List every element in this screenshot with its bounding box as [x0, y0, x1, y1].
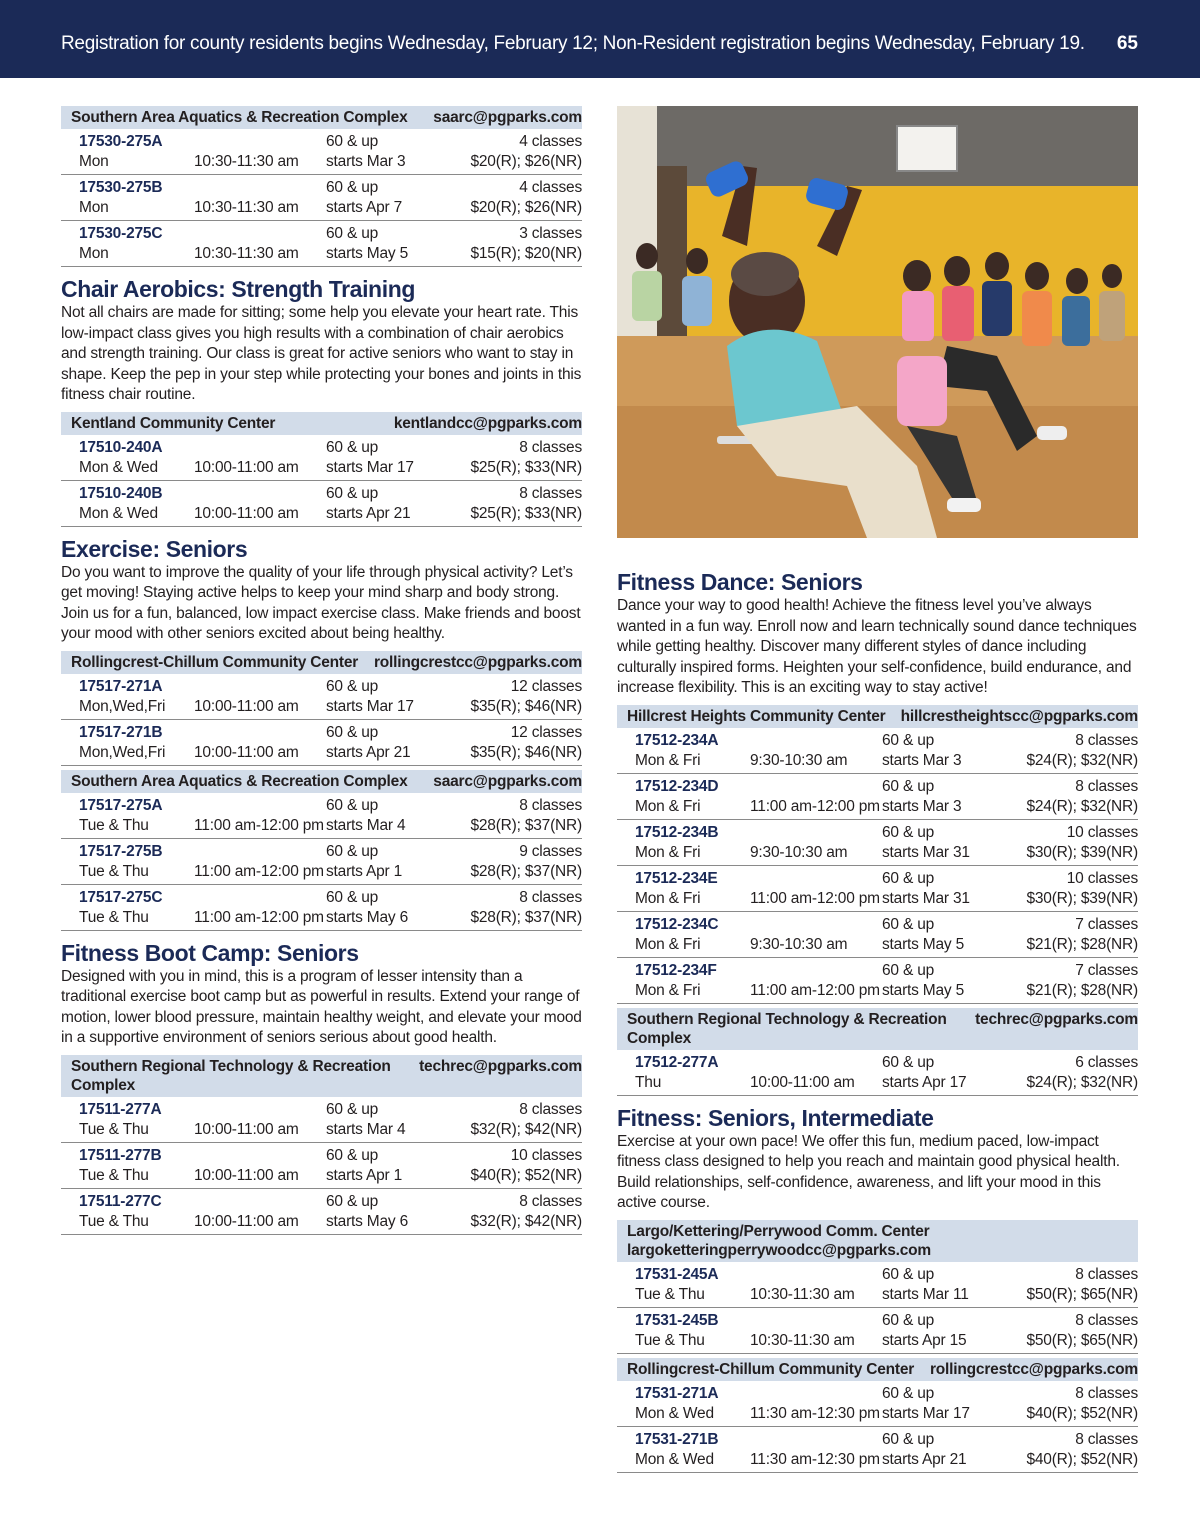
class-row	[617, 958, 1138, 1004]
class-start-date: starts Apr 17	[882, 1073, 967, 1091]
class-time: 9:30-10:30 am	[750, 935, 848, 953]
location-name: Rollingcrest-Chillum Community Center	[627, 1360, 915, 1378]
location-header	[61, 770, 582, 793]
class-time: 9:30-10:30 am	[750, 843, 848, 861]
left-column	[61, 106, 582, 1243]
class-row	[617, 912, 1138, 958]
section-title-exercise-seniors: Exercise: Seniors	[61, 535, 248, 562]
page-number: 65	[1116, 33, 1138, 54]
class-time: 11:00 am-12:00 pm	[750, 889, 880, 907]
class-time: 11:00 am-12:00 pm	[194, 816, 324, 834]
class-count: 8 classes	[1075, 777, 1138, 795]
class-start-date: starts Mar 3	[882, 797, 962, 815]
class-fee: $35(R); $46(NR)	[470, 697, 582, 715]
section-description: Dance your way to good health! Achieve the fitness level you’ve always wanted in a fun way. Enroll now and learn technically sound dance techniques while getting healthy. Discover many different styles of dance including culturally inspired forms. Heighten your self-confidence, build endurance, and increase flexibility. This is an exciting way to stay active!	[617, 597, 1137, 696]
section-title-boot-camp: Fitness Boot Camp: Seniors	[61, 939, 359, 966]
class-count: 7 classes	[1075, 961, 1138, 979]
class-fee: $20(R); $26(NR)	[470, 153, 582, 170]
class-age: 60 & up	[326, 842, 379, 860]
class-count: 8 classes	[1075, 1265, 1138, 1283]
class-days: Tue & Thu	[79, 1212, 149, 1230]
class-row	[617, 728, 1138, 774]
location-name: Rollingcrest-Chillum Community Center	[71, 653, 359, 671]
seniors-chair-exercise-photo	[617, 106, 1138, 538]
section-title-fitness-dance: Fitness Dance: Seniors	[617, 569, 863, 595]
class-age: 60 & up	[882, 869, 935, 887]
class-count: 8 classes	[1075, 1384, 1138, 1402]
class-row	[61, 1143, 582, 1189]
class-age: 60 & up	[326, 133, 379, 150]
class-time: 11:00 am-12:00 pm	[750, 797, 880, 815]
class-fee: $28(R); $37(NR)	[470, 816, 582, 834]
class-fee: $50(R); $65(NR)	[1026, 1331, 1138, 1349]
class-fee: $24(R); $32(NR)	[1026, 751, 1138, 769]
class-days: Mon & Wed	[79, 458, 158, 476]
class-age: 60 & up	[326, 225, 379, 242]
class-code: 17512-234E	[635, 869, 718, 887]
hillcrest-class-table	[617, 705, 1138, 1004]
class-count: 10 classes	[1066, 823, 1138, 841]
location-email[interactable]: kentlandcc@pgparks.com	[393, 414, 582, 432]
location-name: Southern Area Aquatics & Recreation Complex	[71, 772, 408, 790]
class-code: 17517-271A	[79, 677, 163, 695]
class-row	[617, 1381, 1138, 1427]
class-days: Mon,Wed,Fri	[79, 743, 166, 761]
location-email[interactable]: saarc@pgparks.com	[433, 109, 582, 126]
class-fee: $25(R); $33(NR)	[470, 458, 582, 476]
class-code: 17530-275A	[79, 133, 163, 150]
class-count: 12 classes	[510, 677, 582, 695]
registration-notice: Registration for county residents begins Wednesday, February 12; Non-Resident registration begins Wednesday, February 19.	[61, 33, 1085, 54]
location-header	[61, 1055, 582, 1097]
class-count: 4 classes	[519, 179, 582, 196]
class-code: 17511-277A	[79, 1100, 162, 1118]
class-count: 7 classes	[1075, 915, 1138, 933]
right-column	[617, 568, 1138, 1481]
location-email[interactable]: largoketteringperrywoodcc@pgparks.com	[627, 1241, 932, 1259]
techrec-class-table	[61, 1055, 582, 1235]
class-start-date: starts Apr 1	[326, 862, 402, 880]
class-row	[617, 820, 1138, 866]
class-count: 4 classes	[519, 133, 582, 150]
class-days: Mon,Wed,Fri	[79, 697, 166, 715]
class-time: 10:00-11:00 am	[750, 1073, 855, 1091]
class-age: 60 & up	[882, 823, 935, 841]
class-days: Mon & Fri	[635, 751, 701, 769]
class-time: 10:00-11:00 am	[194, 458, 299, 476]
rollingcrest-intermediate-class-table	[617, 1358, 1138, 1473]
class-age: 60 & up	[882, 961, 935, 979]
class-code: 17511-277C	[79, 1192, 162, 1210]
class-days: Tue & Thu	[635, 1331, 705, 1349]
class-row	[61, 720, 582, 766]
class-start-date: starts Apr 1	[326, 1166, 402, 1184]
class-start-date: starts May 5	[882, 981, 965, 999]
class-fee: $24(R); $32(NR)	[1026, 797, 1138, 815]
location-name: Largo/Kettering/Perrywood Comm. Center	[627, 1222, 930, 1240]
class-days: Mon & Wed	[79, 504, 158, 522]
class-time: 11:30 am-12:30 pm	[750, 1404, 880, 1422]
class-count: 8 classes	[1075, 731, 1138, 749]
class-start-date: starts Mar 11	[882, 1285, 969, 1303]
class-code: 17531-245B	[635, 1311, 719, 1329]
class-days: Tue & Thu	[79, 816, 149, 834]
class-start-date: starts Mar 31	[882, 889, 970, 907]
location-header	[617, 705, 1138, 728]
class-row	[617, 1262, 1138, 1308]
class-count: 8 classes	[1075, 1311, 1138, 1329]
section-title-chair-aerobics: Chair Aerobics: Strength Training	[61, 276, 415, 302]
class-days: Mon & Wed	[635, 1404, 714, 1422]
class-code: 17512-234F	[635, 961, 717, 979]
class-days: Mon & Fri	[635, 843, 701, 861]
location-header	[61, 651, 582, 674]
class-rows	[61, 435, 582, 527]
class-age: 60 & up	[882, 1384, 935, 1402]
section-description: Exercise at your own pace! We offer this fun, medium paced, low-impact fitness class designed to help you reach and maintain good physical health. Build relationships, self-confidence, awareness, and lift your mood in this active course.	[617, 1132, 1120, 1211]
class-age: 60 & up	[326, 723, 379, 741]
class-age: 60 & up	[326, 484, 379, 502]
class-fee: $24(R); $32(NR)	[1026, 1073, 1138, 1091]
class-days: Thu	[635, 1073, 662, 1091]
location-name: Southern Area Aquatics & Recreation Complex	[71, 109, 408, 126]
class-days: Tue & Thu	[79, 1120, 149, 1138]
class-fee: $35(R); $46(NR)	[470, 743, 582, 761]
class-rows	[617, 1262, 1138, 1354]
class-row	[61, 839, 582, 885]
class-row	[61, 793, 582, 839]
class-count: 10 classes	[1066, 869, 1138, 887]
location-email[interactable]: techrec@pgparks.com	[975, 1010, 1138, 1028]
class-start-date: starts Apr 21	[326, 504, 411, 522]
class-start-date: starts Apr 21	[326, 743, 411, 761]
class-count: 3 classes	[519, 225, 582, 242]
class-age: 60 & up	[326, 796, 379, 814]
class-age: 60 & up	[882, 915, 935, 933]
class-code: 17510-240B	[79, 484, 163, 502]
class-age: 60 & up	[326, 1192, 379, 1210]
class-start-date: starts May 5	[326, 245, 409, 262]
class-row	[61, 1189, 582, 1235]
class-start-date: starts Apr 21	[882, 1450, 967, 1468]
class-code: 17512-234D	[635, 777, 719, 795]
class-row	[61, 1097, 582, 1143]
location-name: Kentland Community Center	[71, 414, 276, 432]
class-count: 8 classes	[519, 888, 582, 906]
class-start-date: starts Mar 31	[882, 843, 970, 861]
class-age: 60 & up	[882, 1430, 935, 1448]
class-row	[617, 1050, 1138, 1096]
class-code: 17512-234A	[635, 731, 719, 749]
class-age: 60 & up	[326, 438, 379, 456]
class-fee: $21(R); $28(NR)	[1026, 981, 1138, 999]
class-days: Mon	[79, 199, 109, 216]
class-row	[61, 221, 582, 267]
class-count: 8 classes	[519, 796, 582, 814]
location-name: Hillcrest Heights Community Center	[627, 707, 886, 725]
class-days: Mon & Wed	[635, 1450, 714, 1468]
class-days: Mon & Fri	[635, 935, 701, 953]
class-row	[61, 481, 582, 527]
class-count: 9 classes	[519, 842, 582, 860]
class-row	[617, 866, 1138, 912]
class-rows	[617, 728, 1138, 1004]
class-days: Tue & Thu	[79, 908, 149, 926]
class-days: Mon	[79, 245, 109, 262]
class-count: 12 classes	[510, 723, 582, 741]
class-time: 10:30-11:30 am	[194, 245, 299, 262]
class-fee: $28(R); $37(NR)	[470, 862, 582, 880]
section-description: Designed with you in mind, this is a program of lesser intensity than a traditional exercise boot camp but as powerful in results. Extend your range of motion, lower blood pressure, maintain healthy weight, and elevate your mood in a supportive environment of seniors serious about good health.	[61, 967, 582, 1046]
section-title-fitness-intermediate: Fitness: Seniors, Intermediate	[617, 1104, 934, 1131]
location-email[interactable]: saarc@pgparks.com	[433, 772, 582, 790]
class-start-date: starts Mar 4	[326, 816, 406, 834]
largo-class-table	[617, 1220, 1138, 1354]
class-time: 10:00-11:00 am	[194, 1212, 299, 1230]
class-code: 17531-271A	[635, 1384, 719, 1402]
class-fee: $40(R); $52(NR)	[1026, 1450, 1138, 1468]
class-age: 60 & up	[326, 888, 379, 906]
location-header	[61, 106, 582, 129]
class-time: 10:00-11:00 am	[194, 697, 299, 715]
class-row	[617, 1308, 1138, 1354]
class-code: 17517-275C	[79, 888, 163, 906]
class-time: 10:00-11:00 am	[194, 504, 299, 522]
class-days: Tue & Thu	[79, 862, 149, 880]
class-rows	[617, 1381, 1138, 1473]
class-code: 17530-275B	[79, 179, 163, 196]
class-start-date: starts May 6	[326, 908, 409, 926]
class-age: 60 & up	[326, 677, 379, 695]
class-age: 60 & up	[326, 1100, 379, 1118]
class-rows	[61, 129, 582, 267]
class-rows	[61, 1097, 582, 1235]
class-age: 60 & up	[326, 179, 379, 196]
class-time: 9:30-10:30 am	[750, 751, 848, 769]
class-rows	[617, 1050, 1138, 1096]
class-start-date: starts May 5	[882, 935, 965, 953]
section-description: Do you want to improve the quality of your life through physical activity? Let’s get moving! Staying active helps to keep your mind sharp and body strong. Join us for a fun, balanced, low impact exercise class. Make friends and boost your mood with other seniors excited about being healthy.	[61, 563, 581, 642]
location-email[interactable]: hillcrestheightscc@pgparks.com	[900, 707, 1138, 725]
class-count: 6 classes	[1075, 1053, 1138, 1071]
class-rows	[61, 793, 582, 931]
class-start-date: starts Mar 3	[326, 153, 406, 170]
saarc-exercise-class-table	[61, 770, 582, 931]
class-code: 17512-277A	[635, 1053, 719, 1071]
class-code: 17517-275B	[79, 842, 163, 860]
class-days: Mon & Fri	[635, 797, 701, 815]
class-start-date: starts Mar 3	[882, 751, 962, 769]
class-fee: $32(R); $42(NR)	[470, 1212, 582, 1230]
class-code: 17510-240A	[79, 438, 163, 456]
class-count: 8 classes	[519, 1192, 582, 1210]
class-code: 17512-234C	[635, 915, 719, 933]
class-fee: $21(R); $28(NR)	[1026, 935, 1138, 953]
location-header	[617, 1008, 1138, 1050]
class-code: 17531-271B	[635, 1430, 719, 1448]
location-email[interactable]: techrec@pgparks.com	[419, 1057, 582, 1075]
class-fee: $40(R); $52(NR)	[470, 1166, 582, 1184]
class-start-date: starts May 6	[326, 1212, 409, 1230]
class-time: 11:00 am-12:00 pm	[750, 981, 880, 999]
class-time: 11:30 am-12:30 pm	[750, 1450, 880, 1468]
saarc-class-table	[61, 106, 582, 267]
location-header	[617, 1358, 1138, 1381]
rollingcrest-class-table	[61, 651, 582, 766]
class-count: 10 classes	[510, 1146, 582, 1164]
class-age: 60 & up	[882, 777, 935, 795]
class-age: 60 & up	[882, 1265, 935, 1283]
class-time: 10:30-11:30 am	[750, 1331, 855, 1349]
class-count: 8 classes	[1075, 1430, 1138, 1448]
class-age: 60 & up	[882, 731, 935, 749]
page-header-bar	[0, 0, 1200, 78]
class-start-date: starts Apr 7	[326, 199, 402, 216]
class-time: 10:00-11:00 am	[194, 1120, 299, 1138]
class-fee: $40(R); $52(NR)	[1026, 1404, 1138, 1422]
class-count: 8 classes	[519, 1100, 582, 1118]
class-fee: $30(R); $39(NR)	[1026, 843, 1138, 861]
techrec-dance-class-table	[617, 1008, 1138, 1096]
class-code: 17511-277B	[79, 1146, 162, 1164]
class-code: 17531-245A	[635, 1265, 719, 1283]
class-fee: $25(R); $33(NR)	[470, 504, 582, 522]
class-row	[61, 885, 582, 931]
class-start-date: starts Apr 15	[882, 1331, 967, 1349]
class-fee: $15(R); $20(NR)	[470, 245, 582, 262]
class-start-date: starts Mar 17	[326, 697, 414, 715]
class-time: 10:30-11:30 am	[194, 153, 299, 170]
class-code: 17512-234B	[635, 823, 719, 841]
class-fee: $28(R); $37(NR)	[470, 908, 582, 926]
location-header	[617, 1220, 1138, 1262]
section-description: Not all chairs are made for sitting; some help you elevate your heart rate. This low-impact class gives you high results with a combination of chair aerobics and strength training. Our class is great for active seniors who want to stay in shape. Keep the pep in your step while protecting your bones and joints in this fitness chair routine.	[61, 304, 582, 403]
class-count: 8 classes	[519, 484, 582, 502]
class-fee: $20(R); $26(NR)	[470, 199, 582, 216]
class-row	[61, 129, 582, 175]
class-fee: $32(R); $42(NR)	[470, 1120, 582, 1138]
class-start-date: starts Mar 17	[326, 458, 414, 476]
class-days: Mon & Fri	[635, 981, 701, 999]
class-age: 60 & up	[882, 1053, 935, 1071]
location-name: Southern Regional Technology & Recreation Complex	[627, 1010, 947, 1047]
class-row	[617, 1427, 1138, 1473]
class-fee: $50(R); $65(NR)	[1026, 1285, 1138, 1303]
location-header	[61, 412, 582, 435]
class-days: Mon & Fri	[635, 889, 701, 907]
class-row	[617, 774, 1138, 820]
class-age: 60 & up	[326, 1146, 379, 1164]
kentland-class-table	[61, 412, 582, 527]
class-rows	[61, 674, 582, 766]
class-time: 10:00-11:00 am	[194, 743, 299, 761]
class-days: Tue & Thu	[635, 1285, 705, 1303]
class-row	[61, 175, 582, 221]
class-time: 11:00 am-12:00 pm	[194, 862, 324, 880]
class-time: 10:30-11:30 am	[194, 199, 299, 216]
location-name: Southern Regional Technology & Recreation Complex	[71, 1057, 391, 1094]
class-age: 60 & up	[882, 1311, 935, 1329]
class-start-date: starts Mar 17	[882, 1404, 970, 1422]
location-email[interactable]: rollingcrestcc@pgparks.com	[373, 653, 582, 671]
class-code: 17517-275A	[79, 796, 163, 814]
class-time: 10:30-11:30 am	[750, 1285, 855, 1303]
class-code: 17530-275C	[79, 225, 163, 242]
class-row	[61, 674, 582, 720]
class-row	[61, 435, 582, 481]
class-fee: $30(R); $39(NR)	[1026, 889, 1138, 907]
class-days: Mon	[79, 153, 109, 170]
location-email[interactable]: rollingcrestcc@pgparks.com	[929, 1360, 1138, 1378]
class-start-date: starts Mar 4	[326, 1120, 406, 1138]
class-code: 17517-271B	[79, 723, 163, 741]
class-count: 8 classes	[519, 438, 582, 456]
class-days: Tue & Thu	[79, 1166, 149, 1184]
class-time: 10:00-11:00 am	[194, 1166, 299, 1184]
class-time: 11:00 am-12:00 pm	[194, 908, 324, 926]
